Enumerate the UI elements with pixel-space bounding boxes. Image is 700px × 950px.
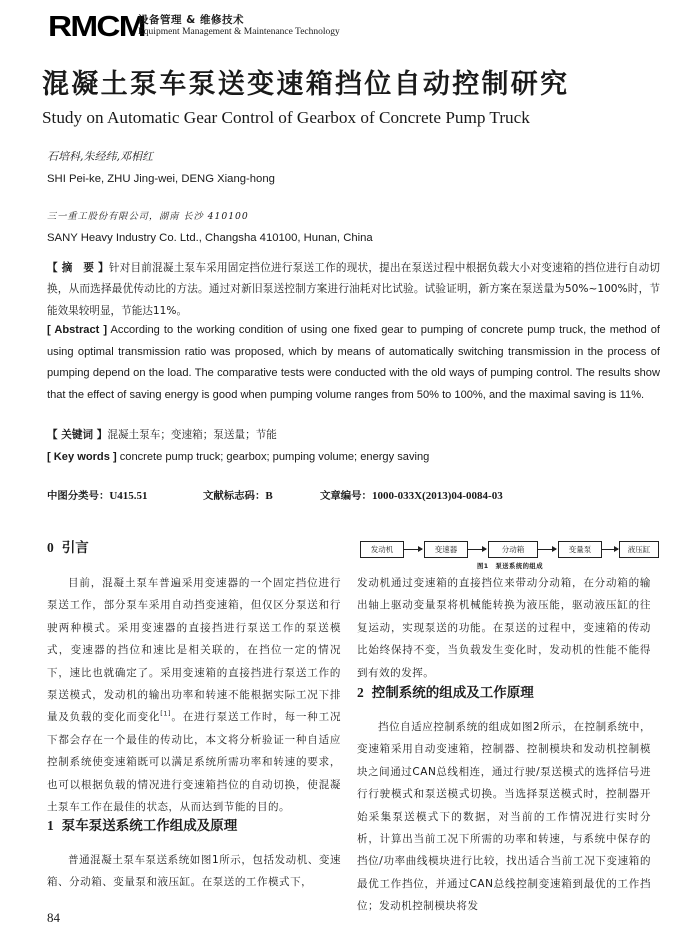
arrow-icon [538,549,556,550]
section-0-text-tail: 。在进行泵送工作时，每一种工况下都会存在一个最佳的传动比，本文将分析验证一种自适应控制系统使变速箱既可以满足系统所需功率和转速的要求，也可以根据负载的情况进行变速箱挡位的自动切换，使混凝土泵车工作在最佳的状态，从而达到节能的目的。 [47,711,342,814]
article-number [320,489,503,503]
clc-number [47,489,148,503]
doc-code-value: B [265,490,273,502]
section-0-number: 0 [47,540,54,555]
abstract-cn [47,258,660,322]
diagram-box-variable-pump: 变量泵 [558,541,602,558]
section-1-number: 1 [47,818,54,833]
doc-code-label: 文献标志码： [203,490,266,502]
diagram-box-hydraulic-cylinder: 液压缸 [619,541,659,558]
section-0-title: 引言 [61,540,89,556]
abstract-en-label: [ Abstract ] [47,324,108,336]
keywords-cn-text: 混凝土泵车；变速箱；泵送量；节能 [107,429,277,441]
authors-cn: 石培科,朱经纬,邓相红 [47,150,153,163]
abstract-en-text: According to the working condition of using one fixed gear to pumping of concrete pump truck, the method of using optimal transmission ratio was proposed, which by means of automatically switching transmission in the process of pumping depend on the load. The comparative tests were conducted with the old ways of pumping control. The results show that the effect of saving energy is good when pumping volume ranges from 50% to 100%, and the maximal saving is 11%. [47,324,660,401]
abstract-cn-text: 针对目前混凝土泵车采用固定挡位进行泵送工作的现状，提出在泵送过程中根据负载大小对变速箱的挡位进行自动切换，从而选择最优传动比的方法。通过对新旧泵送控制方案进行油耗对比试验。试验证明，新方案在泵送量为50%~100%时，节能效果较明显，节能达11%。 [47,262,660,317]
title-cn: 混凝土泵车泵送变速箱挡位自动控制研究 [42,69,570,100]
journal-name-en: Equipment Management & Maintenance Technology [138,27,340,37]
section-2-title: 控制系统的组成及工作原理 [371,685,534,701]
abstract-en [47,320,660,406]
document-code [203,489,273,503]
clc-value: U415.51 [109,490,148,502]
section-2-number: 2 [357,685,364,700]
section-2-heading [357,684,534,702]
diagram-box-engine: 发动机 [360,541,404,558]
article-number-label: 文章编号： [320,490,372,502]
section-0-paragraph [47,572,341,818]
authors-en: SHI Pei-ke, ZHU Jing-wei, DENG Xiang-hong [47,173,275,185]
abstract-cn-label: 【 摘 要 】 [47,262,109,274]
page-number: 84 [47,910,60,925]
keywords-en-label: [ Key words ] [47,451,117,463]
keywords-cn-label: 【 关键词 】 [47,429,108,441]
title-en: Study on Automatic Gear Control of Gearbox of Concrete Pump Truck [42,108,530,127]
section-1-title: 泵车泵送系统工作组成及原理 [61,818,238,834]
arrow-icon [404,549,422,550]
diagram-box-transfer-case: 分动箱 [488,541,538,558]
journal-name-cn: 设备管理 & 维修技术 [138,14,244,26]
keywords-cn [47,428,277,442]
citation-ref: [1] [160,709,172,718]
keywords-en-text: concrete pump truck; gearbox; pumping volume; energy saving [116,451,430,463]
diagram-box-transmission: 变速器 [424,541,468,558]
journal-logo: RMCM [48,11,145,43]
clc-label: 中图分类号： [47,490,110,502]
figure-1-diagram [360,541,660,561]
section-1-paragraph: 普通混凝土泵车泵送系统如图1所示，包括发动机、变速箱、分动箱、变量泵和液压缸。在泵送的工作模式下， [47,854,341,889]
keywords-en [47,450,429,464]
affiliation-cn: 三一重工股份有限公司，湖南 长沙 410100 [47,211,249,222]
arrow-icon [468,549,486,550]
section-1-paragraph-continued: 发动机通过变速箱的直接挡位来带动分动箱，在分动箱的输出轴上驱动变量泵将机械能转换为液压能，驱动液压缸的往复运动，实现泵送的功能。在泵送的过程中，变速箱的传动比始终保持不变，当负载发生变化时，发动机的性能不能得到有效的发挥。 [357,577,651,679]
figure-1-caption: 图1 泵送系统的组成 [476,563,544,570]
section-1-heading [47,817,237,835]
arrow-icon [602,549,618,550]
section-2-paragraph: 挡位自适应控制系统的组成如图2所示，在控制系统中，变速箱采用自动变速箱，控制器、控制模块和发动机控制模块之间通过CAN总线相连，通过行驶/泵送模式的选择信号进行行驶模式和泵送模式切换。当选择泵送模式时，控制器开始采集泵送模式下的数据，对当前的工作情况进行实时分析，计算出当前工况下所需的功率和转速，与系统中保存的挡位/功率曲线模块进行比较，找出适合当前工况下变速箱的最优工作挡位，并通过CAN总线控制变速箱到最优的工作挡位；发动机控制模块将发 [357,721,651,913]
section-0-text: 目前，混凝土泵车普遍采用变速器的一个固定挡位进行泵送工作，部分泵车采用自动挡变速箱，但仅区分泵送和行驶两种模式。采用变速器的直接挡进行泵送工作的泵送模式，变速器的挡位和速比是相关联的，在挡位一定的情况下，速比也就确定了。采用变速箱的直接挡进行泵送工作的泵送模式，发动机的输出功率和转速不能根据实际工况下排量及负载的变化而变化 [47,577,341,724]
article-number-value: 1000-033X(2013)04-0084-03 [371,490,503,502]
section-0-heading [47,539,89,557]
affiliation-en: SANY Heavy Industry Co. Ltd., Changsha 410100, Hunan, China [47,232,373,244]
